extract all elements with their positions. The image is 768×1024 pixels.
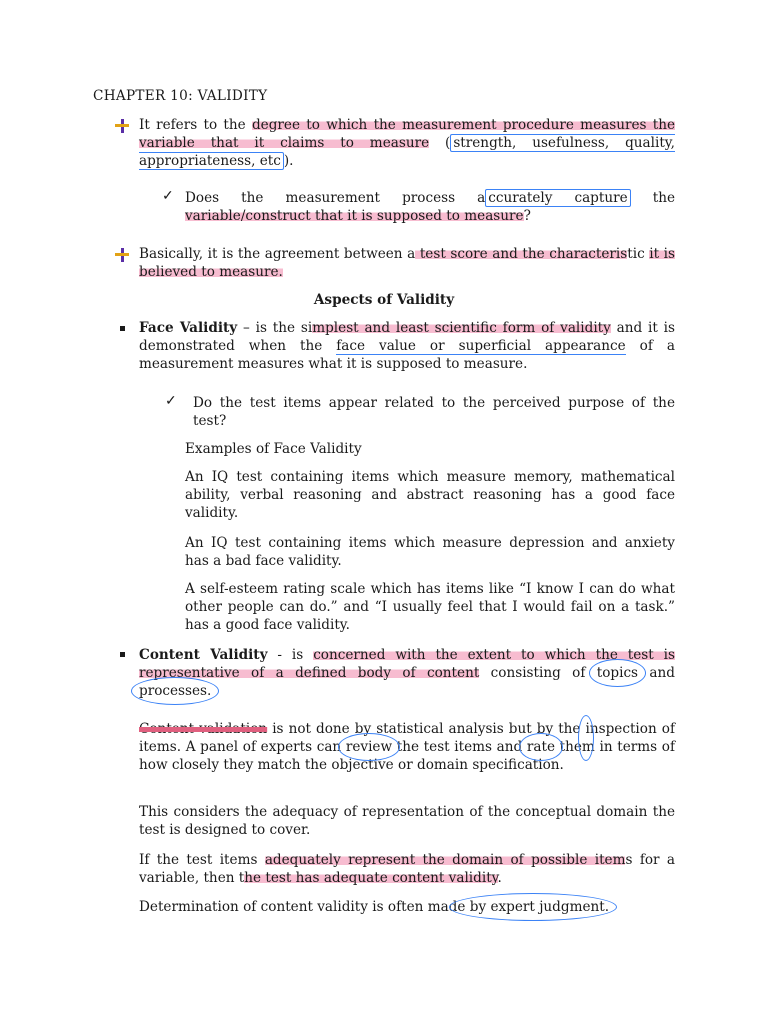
plus-bullet-icon — [115, 119, 129, 133]
square-bullet-icon — [120, 652, 125, 657]
face-question: Do the test items appear related to the perceived purpose of the test? — [193, 395, 675, 429]
content-adequacy-paragraph: This considers the adequacy of representation of the conceptual domain the test is designed to cover. — [139, 804, 675, 838]
chapter-title: CHAPTER 10: VALIDITY — [93, 88, 268, 104]
face-example-3: A self-esteem rating scale which has items like “I know I can do what other people can do.” and “I usually feel that I would fail on a task.” has a good face validity. — [185, 581, 675, 633]
face-example-1: An IQ test containing items which measure memory, mathematical ability, verbal reasoning and abstract reasoning has a good face validity. — [185, 469, 675, 521]
content-judgment-paragraph: Determination of content validity is often made by expert judgment. — [139, 899, 610, 915]
intro-question: Does the measurement process a ccurately capture the variable/construct that it is supposed to measure? — [185, 190, 676, 224]
intro-paragraph-2: Basically, it is the agreement between a test score and the characteristic it is believed to measure. — [139, 246, 675, 280]
face-examples-heading: Examples of Face Validity — [185, 441, 362, 457]
square-bullet-icon — [120, 326, 125, 331]
plus-bullet-icon — [115, 248, 129, 262]
content-items-paragraph: If the test items adequately represent the domain of possible items for a variable, then the test has adequate content validity. — [139, 852, 676, 886]
content-validity-paragraph: Content Validity - is concerned with the extent to which the test is representative of a defined body of content consisting of topics and processes. — [139, 647, 675, 699]
face-validity-paragraph: Face Validity – is the simplest and least scientific form of validity and it is demonstrated when the face value or superficial appearance of a measurement measures what it is supposed to measure. — [139, 320, 675, 372]
checkmark-icon: ✓ — [165, 393, 177, 409]
aspects-heading: Aspects of Validity — [313, 292, 455, 308]
face-example-2: An IQ test containing items which measure depression and anxiety has a bad face validity. — [185, 535, 675, 569]
checkmark-icon: ✓ — [162, 188, 174, 204]
content-validation-paragraph: Content validation is not done by statistical analysis but by the inspection of items. A panel of experts can review the test items and rate them in terms of how closely they match the objective or domain specification. — [139, 721, 675, 773]
intro-paragraph-1: It refers to the degree to which the measurement procedure measures the variable that it claims to measure ( strength, usefulness, quality, appropriateness, etc ). — [139, 117, 676, 169]
